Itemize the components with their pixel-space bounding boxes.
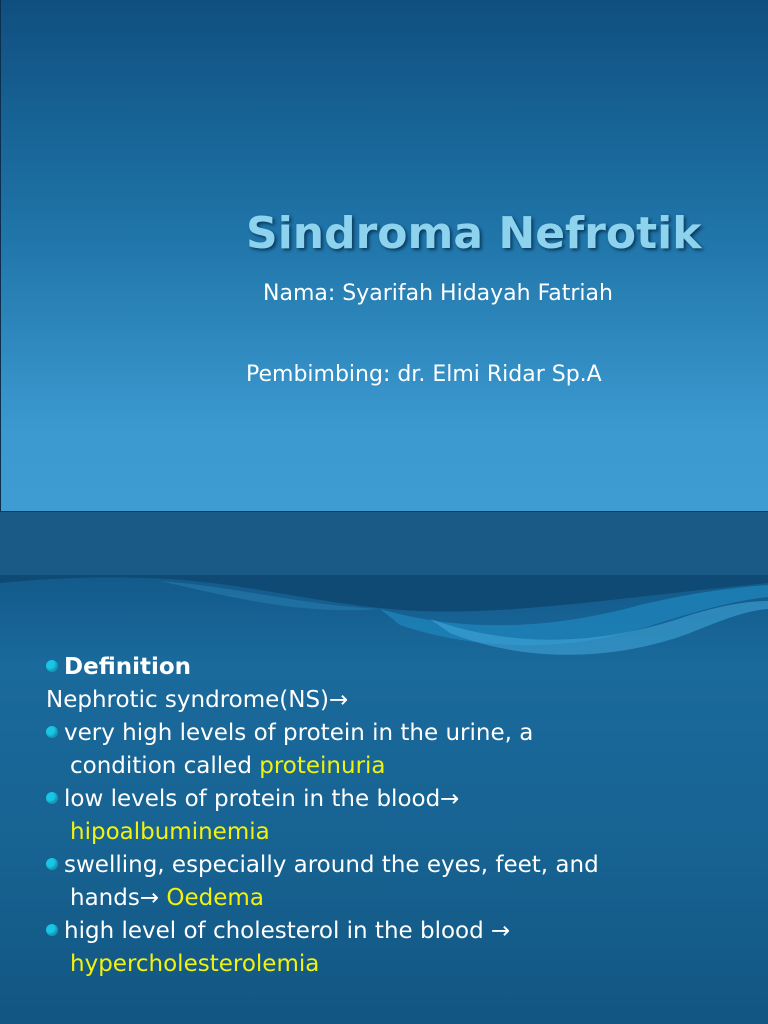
highlight-term: hypercholesterolemia <box>70 951 320 977</box>
list-item-continuation <box>46 882 746 915</box>
list-item <box>46 849 746 882</box>
highlight-term: proteinuria <box>259 753 386 779</box>
highlight-term: hipoalbuminemia <box>70 819 270 845</box>
bullet-icon <box>46 792 58 804</box>
heading-row <box>46 651 746 684</box>
bullet-icon <box>46 924 58 936</box>
list-item <box>46 717 746 750</box>
advisor-name: Pembimbing: dr. Elmi Ridar Sp.A <box>246 362 602 387</box>
highlight-term: Oedema <box>166 885 264 911</box>
bullet-line2: condition called <box>70 753 260 779</box>
intro-row: Nephrotic syndrome(NS)→ <box>46 687 349 713</box>
slide-title: Sindroma Nefrotik <box>246 208 702 259</box>
bullet-line1: high level of cholesterol in the blood → <box>64 918 511 944</box>
slide-body <box>46 651 746 981</box>
bullet-icon <box>46 660 58 672</box>
bullet-line1: low levels of protein in the blood→ <box>64 786 460 812</box>
list-item-continuation <box>46 750 746 783</box>
list-item-continuation <box>46 816 746 849</box>
definition-heading: Definition <box>64 654 192 680</box>
list-item <box>46 783 746 816</box>
bullet-line2: hands→ <box>70 885 167 911</box>
list-item <box>46 915 746 948</box>
bullet-line1: swelling, especially around the eyes, feet, and <box>64 852 599 878</box>
presenter-name: Nama: Syarifah Hidayah Fatriah <box>263 281 613 306</box>
definition-slide <box>0 575 768 1024</box>
bullet-icon <box>46 726 58 738</box>
bullet-icon <box>46 858 58 870</box>
bullet-line1: very high levels of protein in the urine, a <box>64 720 534 746</box>
list-item-continuation <box>46 948 746 981</box>
slide-edge <box>0 0 1 512</box>
